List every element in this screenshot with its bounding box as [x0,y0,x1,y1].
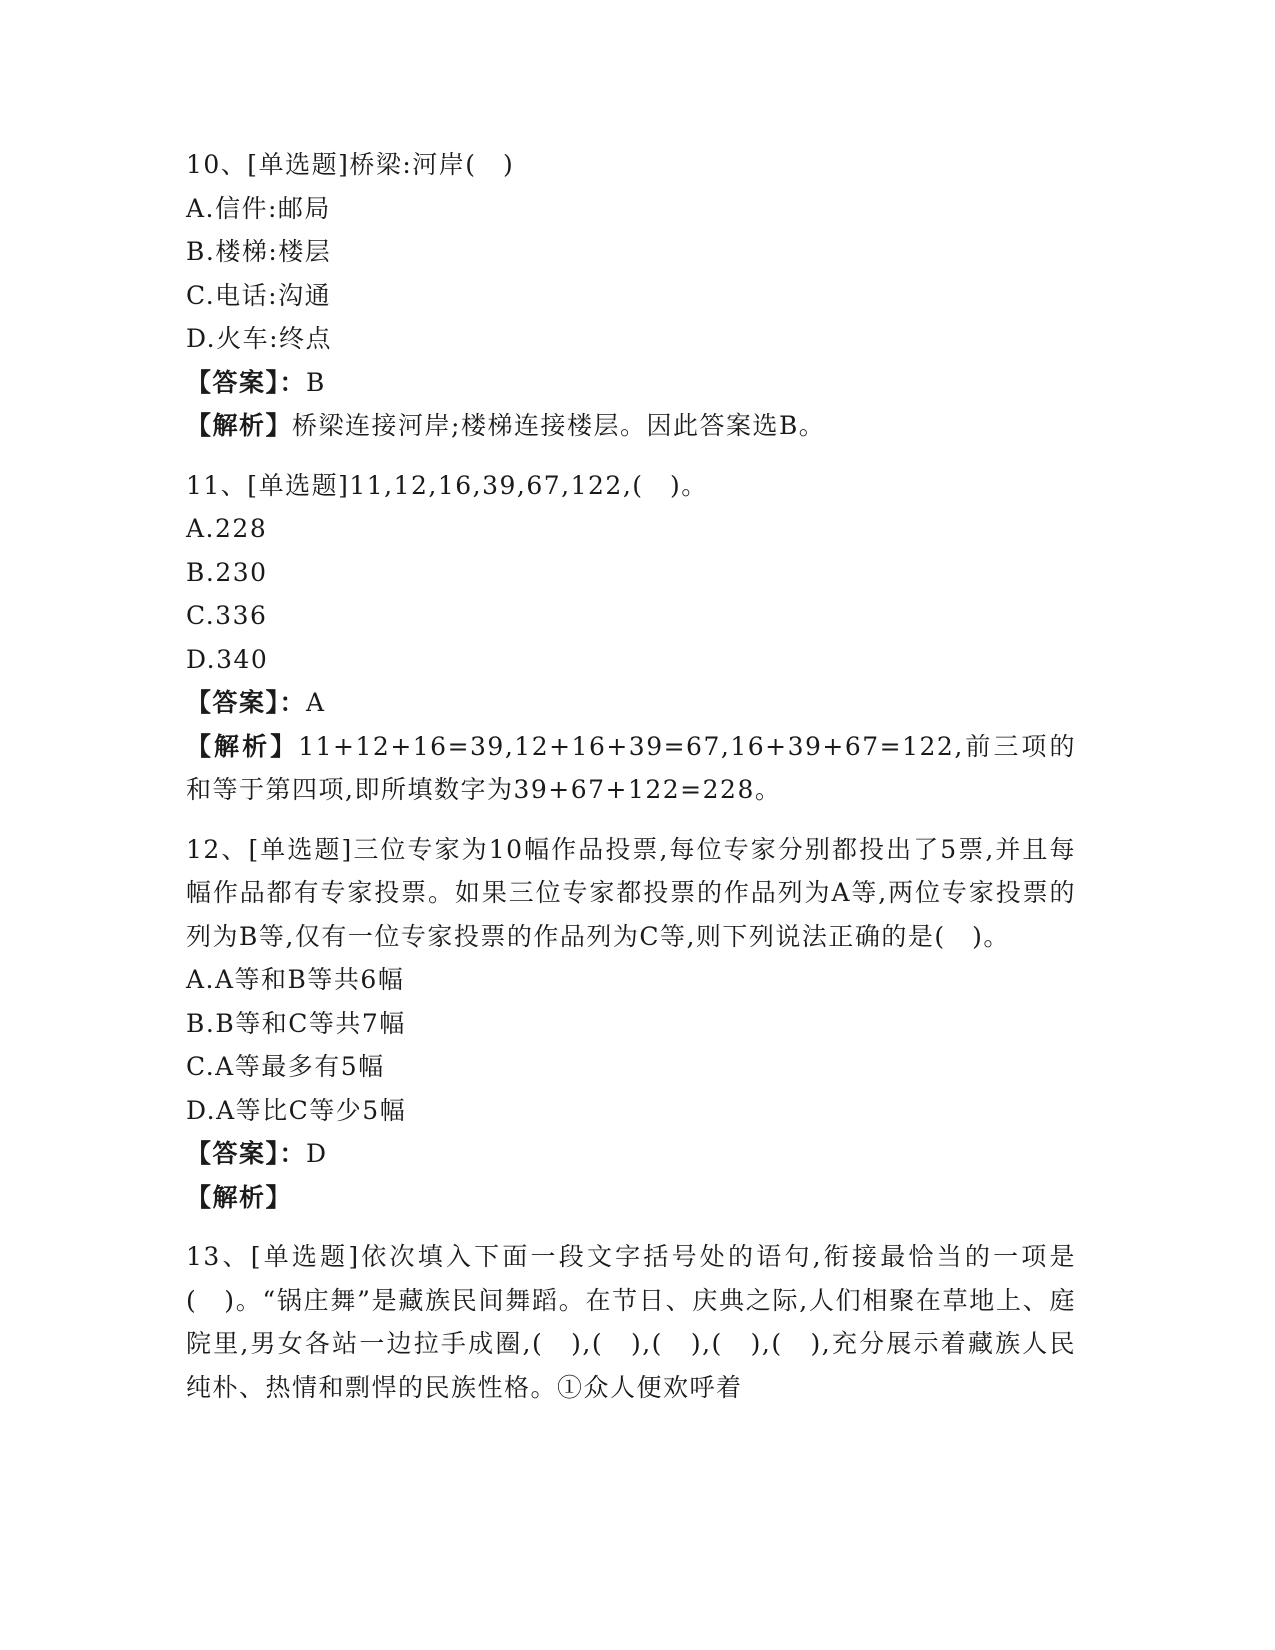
question-stem: 13、[单选题]依次填入下面一段文字括号处的语句,衔接最恰当的一项是( )。“锅庄舞”是藏族民间舞蹈。在节日、庆典之际,人们相聚在草地上、庭院里,男女各站一边拉手成圈,( ),( ),( ),( ),( ),充分展示着藏族人民纯朴、热情和剽悍的民族性格。①众人便欢呼着 [186,1242,1076,1402]
analysis-label: 【解析】 [186,731,299,761]
option-b: B.230 [186,557,268,587]
answer-value: A [306,688,326,717]
answer-line [186,681,1076,725]
analysis-label: 【解析】 [186,1182,293,1212]
option-c: C.电话:沟通 [186,280,332,310]
analysis-text: 11+12+16=39,12+16+39=67,16+39+67=122,前三项的和等于第四项,即所填数字为39+67+122=228。 [186,731,1076,804]
question-stem: 10、[单选题]桥梁:河岸( ) [186,150,515,179]
option-b: B.楼梯:楼层 [186,237,332,266]
analysis-label: 【解析】 [186,411,293,440]
option-d: D.火车:终点 [186,324,333,353]
analysis-line [186,1176,1076,1220]
answer-label: 【答案】： [186,367,307,397]
answer-value: B [306,367,326,397]
answer-value: D [306,1139,328,1168]
question-stem: 12、[单选题]三位专家为10幅作品投票,每位专家分别都投出了5票,并且每幅作品都有专家投票。如果三位专家都投票的作品列为A等,两位专家投票的列为B等,仅有一位专家投票的作品列为C等,则下列说法正确的是( )。 [186,834,1076,951]
question-10 [186,143,1076,448]
answer-line [186,361,1076,405]
answer-label: 【答案】： [186,1139,307,1168]
question-stem: 11、[单选题]11,12,16,39,67,122,( )。 [186,470,708,500]
option-b: B.B等和C等共7幅 [186,1008,406,1038]
analysis-line [186,725,1076,812]
option-a: A.228 [186,514,268,543]
question-13 [186,1235,1076,1409]
option-c: C.A等最多有5幅 [186,1052,385,1081]
option-a: A.A等和B等共6幅 [186,965,405,994]
option-d: D.A等比C等少5幅 [186,1095,407,1125]
answer-label: 【答案】： [186,688,307,717]
question-list [186,143,1076,1425]
option-c: C.336 [186,601,268,630]
answer-line [186,1132,1076,1176]
analysis-text: 桥梁连接河岸;楼梯连接楼层。因此答案选B。 [292,411,826,440]
analysis-line [186,404,1076,448]
question-12 [186,828,1076,1220]
option-a: A.信件:邮局 [186,193,331,223]
question-11 [186,464,1076,812]
option-d: D.340 [186,644,269,674]
